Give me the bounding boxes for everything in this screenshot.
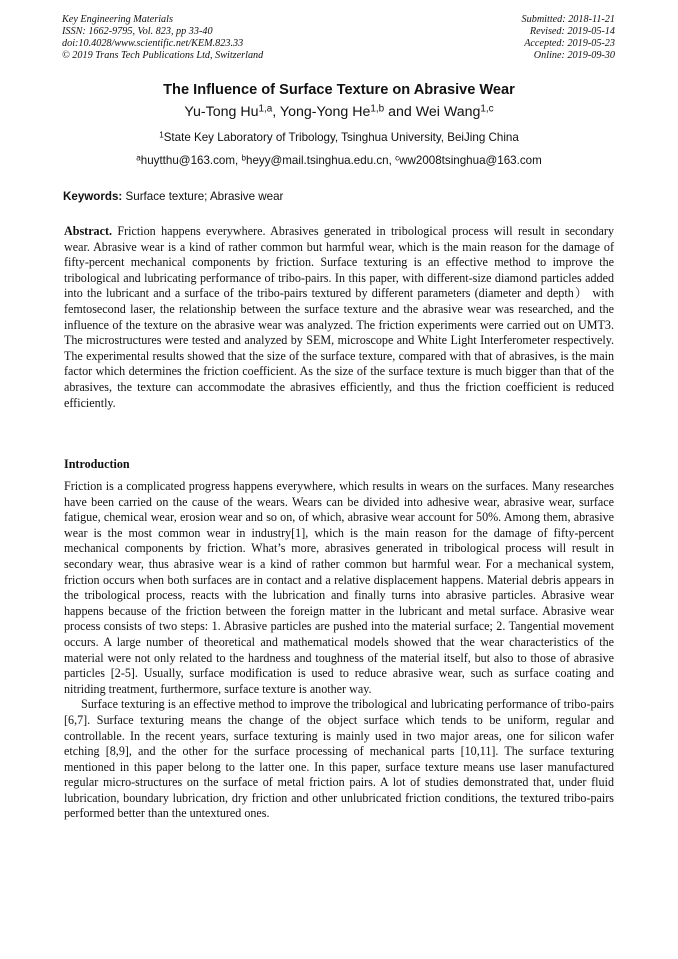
email-separator: ,	[235, 154, 242, 167]
revised-date: Revised: 2019-05-14	[529, 26, 615, 37]
introduction-heading: Introduction	[64, 457, 130, 471]
journal-info	[62, 14, 263, 62]
email-address[interactable]: huytthu@163.com	[140, 154, 236, 167]
introduction-body	[64, 479, 614, 822]
keywords-text: Surface texture; Abrasive wear	[125, 190, 284, 203]
author-name: Wei Wang	[415, 104, 481, 120]
author-list	[0, 104, 678, 120]
email-address[interactable]: ww2008tsinghua@163.com	[399, 154, 542, 167]
intro-paragraph: Friction is a complicated progress happens everywhere, which results in wears on the surfaces. Many researches have been carried on the cause of the wears. Wears can be divided into adhesive wear, abrasive wear, surface fatigue, chemical wear, erosion wear and so on, of which, abrasive wear account for 50%. Among them, abrasive wear is the most common wear in industry[1], which is the main reason for the damage of fifty-percent mechanical components by friction. What’s more, abrasives generated in tribological process will result in secondary wear, thus abrasive wear is a kind of rather common but harmful wear. For a mechanical system, friction occurs when both surfaces are in contact and a relative displacement happens. Material debris appears in the tribological process, reacts with the lubrication and finally turns into abrasive particles. Abrasive wear happens because of the friction between the foreign matter in the lubricant and metal surface. Abrasive wear process consists of two steps: 1. Abrasive particles are pushed into the material surface; 2. Tangential movement occurs. A large number of theoretical and mathematical models showed that the wear characteristics of the material were not only related to the hardness and toughness of the material itself, but also to those of abrasive particles [2-5]. Usually, surface modification is used to reduce abrasive wear, such as surface coating and nitriding treatment, furthermore, surface texture is another way.	[64, 479, 614, 696]
keywords	[63, 190, 283, 203]
abstract-text: Friction happens everywhere. Abrasives generated in tribological process will result in secondary wear. Abrasive wear is a kind of rather common but harmful wear, which is the main reason for the damage of fifty-percent mechanical components by friction. Surface texturing is an effective method to improve the tribological and lubricating performance of tribo-pairs. In this paper, with different-size diamond particles added into the lubricant and a surface of the tribo-pairs textured by different parameters (diameter and depth） with femtosecond laser, the relationship between the surface texture and the abrasive wear was researched, and the influence of the texture on the abrasive wear was analyzed. The friction experiments were carried out on UMT3. The microstructures were tested and analyzed by SEM, microscope and White Light Interferometer respectively. The experimental results showed that the size of the surface texture, compared with that of abrasives, is the main factor which determines the friction coefficient. As the size of the surface texture is much bigger than that of the abrasives, the texture can accommodate the abrasives efficiently, and thus the friction coefficient is reduced efficiently.	[64, 224, 614, 410]
email-separator: ,	[388, 154, 396, 167]
affiliation	[0, 131, 678, 144]
author-separator: and	[384, 104, 416, 120]
affiliation-text: State Key Laboratory of Tribology, Tsinghua University, BeiJing China	[163, 131, 519, 144]
email-marker: b	[241, 153, 247, 163]
author-affil-marker: 1,b	[370, 103, 385, 115]
abstract	[64, 224, 614, 411]
author-separator: ,	[272, 104, 280, 120]
doi-line[interactable]: doi:10.4028/www.scientific.net/KEM.823.33	[62, 38, 244, 49]
author-emails	[0, 154, 678, 167]
accepted-date: Accepted: 2019-05-23	[524, 38, 615, 49]
journal-name: Key Engineering Materials	[62, 14, 173, 25]
abstract-label: Abstract.	[64, 224, 113, 238]
affiliation-marker: 1	[159, 130, 164, 140]
author-name: Yu-Tong Hu	[184, 104, 259, 120]
issn-line: ISSN: 1662-9795, Vol. 823, pp 33-40	[62, 26, 213, 37]
email-marker: c	[395, 153, 400, 163]
copyright-line: © 2019 Trans Tech Publications Ltd, Switzerland	[62, 50, 264, 61]
email-marker: a	[136, 153, 141, 163]
keywords-label: Keywords:	[63, 190, 123, 203]
intro-paragraph: Surface texturing is an effective method to improve the tribological and lubricating performance of tribo-pairs [6,7]. Surface texturing means the change of the object surface which tends to be uniform, regular and controllable. In the recent years, surface texturing is mainly used in two major areas, one for silicon wafer etching [8,9], and the other for the surface processing of mechanical parts [10,11]. The surface texturing mentioned in this paper belong to the latter one. In this paper, surface texture means use laser manufactured regular micro-structures on the surface of metal friction pairs. A lot of studies demonstrated that, under fluid lubrication, boundary lubrication, dry friction and other unlubricated friction conditions, the textured tribo-pairs performed better than the untextured ones.	[64, 697, 614, 821]
email-address[interactable]: heyy@mail.tsinghua.edu.cn	[246, 154, 389, 167]
author-affil-marker: 1,c	[480, 103, 494, 115]
author-name: Yong-Yong He	[279, 104, 371, 120]
author-affil-marker: 1,a	[258, 103, 273, 115]
publication-dates	[522, 14, 615, 62]
paper-title: The Influence of Surface Texture on Abrasive Wear	[163, 82, 515, 98]
submitted-date: Submitted: 2018-11-21	[521, 14, 615, 25]
online-date: Online: 2019-09-30	[533, 50, 615, 61]
